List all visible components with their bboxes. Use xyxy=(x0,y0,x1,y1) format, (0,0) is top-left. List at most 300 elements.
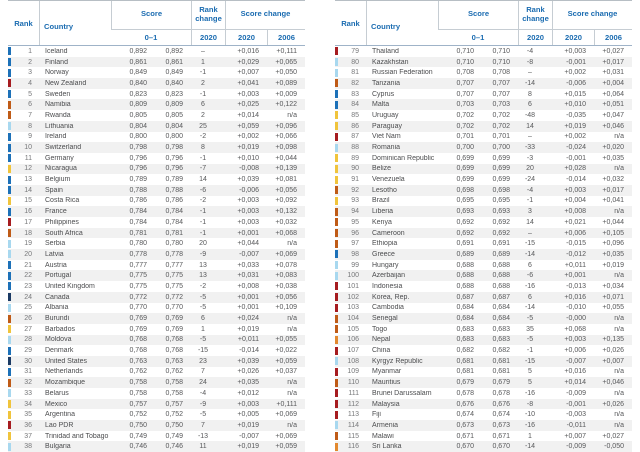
rank-cell: 107 xyxy=(347,347,359,355)
score-repeat-cell: 0,683 xyxy=(492,325,510,333)
region-bar xyxy=(8,368,11,376)
region-bar xyxy=(335,122,338,130)
table-row xyxy=(335,46,632,57)
score-repeat-cell: 0,763 xyxy=(165,357,183,365)
country-cell: Dominican Republic xyxy=(372,154,435,162)
rank-change-cell: -5 xyxy=(199,336,207,344)
score-change-2006-cell: +0,069 xyxy=(275,411,297,419)
region-bar xyxy=(335,261,338,269)
score-change-2020-cell: +0,016 xyxy=(237,47,259,55)
score-change-2020-cell: -0,008 xyxy=(239,165,259,173)
score-cell: 0,684 xyxy=(456,315,474,323)
rank-change-cell: -10 xyxy=(524,411,536,419)
table-row xyxy=(8,57,305,68)
rank-change-cell: 25 xyxy=(199,122,207,130)
score-change-2006-cell: +0,083 xyxy=(275,272,297,280)
score-change-2020-cell: +0,014 xyxy=(564,379,586,387)
score-repeat-cell: 0,699 xyxy=(492,176,510,184)
region-bar xyxy=(335,250,338,258)
score-change-2020-cell: +0,019 xyxy=(237,443,259,451)
score-cell: 0,758 xyxy=(129,379,147,387)
score-repeat-cell: 0,775 xyxy=(165,282,183,290)
region-bar xyxy=(8,357,11,365)
table-row xyxy=(335,164,632,175)
score-repeat-cell: 0,804 xyxy=(165,122,183,130)
score-change-2020-cell: +0,059 xyxy=(237,122,259,130)
rank-change-cell: -5 xyxy=(199,411,207,419)
rank-change-cell: – xyxy=(528,69,532,77)
score-repeat-cell: 0,769 xyxy=(165,325,183,333)
table-row xyxy=(335,281,632,292)
country-cell: Belarus xyxy=(45,389,69,397)
score-change-2020-cell: +0,003 xyxy=(564,47,586,55)
score-change-2020-cell: +0,005 xyxy=(237,411,259,419)
score-cell: 0,681 xyxy=(456,357,474,365)
score-change-2006-cell: +0,017 xyxy=(602,58,624,66)
rank-change-cell: 5 xyxy=(528,379,532,387)
score-change-2020-cell: +0,039 xyxy=(237,357,259,365)
table-row xyxy=(335,238,632,249)
region-bar xyxy=(8,165,11,173)
table-row xyxy=(8,164,305,175)
header-rank-change-year: 2020 xyxy=(518,30,552,45)
region-bar xyxy=(335,379,338,387)
score-repeat-cell: 0,673 xyxy=(492,421,510,429)
table-row xyxy=(8,270,305,281)
table-row xyxy=(8,292,305,303)
score-repeat-cell: 0,752 xyxy=(165,411,183,419)
score-cell: 0,749 xyxy=(129,432,147,440)
score-repeat-cell: 0,800 xyxy=(165,133,183,141)
country-cell: Costa Rica xyxy=(45,197,80,205)
rank-change-cell: 35 xyxy=(526,325,534,333)
country-cell: Kenya xyxy=(372,218,392,226)
rank-change-cell: 14 xyxy=(199,176,207,184)
score-change-2006-cell: n/a xyxy=(614,208,624,216)
score-repeat-cell: 0,823 xyxy=(165,90,183,98)
score-cell: 0,809 xyxy=(129,101,147,109)
score-repeat-cell: 0,691 xyxy=(492,240,510,248)
rank-cell: 33 xyxy=(24,389,32,397)
country-cell: Serbia xyxy=(45,240,66,248)
score-change-2020-cell: +0,003 xyxy=(237,400,259,408)
rank-cell: 85 xyxy=(351,111,359,119)
country-cell: Greece xyxy=(372,250,395,258)
score-change-2020-cell: -0,006 xyxy=(566,79,586,87)
score-cell: 0,707 xyxy=(456,90,474,98)
region-bar xyxy=(8,272,11,280)
score-repeat-cell: 0,689 xyxy=(492,250,510,258)
country-cell: Lao PDR xyxy=(45,421,74,429)
region-bar xyxy=(335,186,338,194)
score-cell: 0,758 xyxy=(129,389,147,397)
table-row xyxy=(335,292,632,303)
score-cell: 0,823 xyxy=(129,90,147,98)
score-change-2006-cell: +0,019 xyxy=(602,261,624,269)
score-repeat-cell: 0,784 xyxy=(165,218,183,226)
ranking-table-right xyxy=(335,0,632,451)
score-change-2020-cell: +0,039 xyxy=(237,176,259,184)
score-change-2006-cell: +0,032 xyxy=(602,176,624,184)
country-cell: Lesotho xyxy=(372,186,397,194)
table-row xyxy=(8,335,305,346)
score-repeat-cell: 0,840 xyxy=(165,79,183,87)
country-cell: Belize xyxy=(372,165,392,173)
country-cell: Moldova xyxy=(45,336,72,344)
rank-change-cell: – xyxy=(528,229,532,237)
rank-change-cell: 1 xyxy=(201,58,205,66)
score-repeat-cell: 0,683 xyxy=(492,336,510,344)
score-cell: 0,683 xyxy=(456,325,474,333)
rank-cell: 109 xyxy=(347,368,359,376)
score-change-2006-cell: +0,055 xyxy=(275,336,297,344)
rank-cell: 83 xyxy=(351,90,359,98)
country-cell: Russian Federation xyxy=(372,69,433,77)
country-cell: Nepal xyxy=(372,336,391,344)
country-cell: Viet Nam xyxy=(372,133,401,141)
region-bar xyxy=(8,90,11,98)
score-change-2006-cell: +0,027 xyxy=(602,432,624,440)
rank-change-cell: -14 xyxy=(524,304,536,312)
score-change-2006-cell: n/a xyxy=(287,240,297,248)
score-cell: 0,688 xyxy=(456,272,474,280)
rank-cell: 27 xyxy=(24,325,32,333)
header-country: Country xyxy=(39,1,111,45)
score-cell: 0,757 xyxy=(129,400,147,408)
table-row xyxy=(335,206,632,217)
rank-cell: 17 xyxy=(24,218,32,226)
score-cell: 0,708 xyxy=(456,69,474,77)
score-change-2020-cell: +0,003 xyxy=(564,186,586,194)
table-row xyxy=(8,132,305,143)
rank-cell: 82 xyxy=(351,79,359,87)
country-cell: Togo xyxy=(372,325,388,333)
score-repeat-cell: 0,682 xyxy=(492,347,510,355)
score-cell: 0,693 xyxy=(456,208,474,216)
region-bar xyxy=(335,347,338,355)
score-repeat-cell: 0,684 xyxy=(492,304,510,312)
table-row xyxy=(335,89,632,100)
score-change-2006-cell: +0,055 xyxy=(602,304,624,312)
rank-cell: 95 xyxy=(351,218,359,226)
country-cell: Germany xyxy=(45,154,74,162)
table-row xyxy=(8,217,305,228)
score-change-2006-cell: +0,109 xyxy=(275,304,297,312)
header-rank-change-year: 2020 xyxy=(191,30,225,45)
table-row xyxy=(335,399,632,410)
table-row xyxy=(8,249,305,260)
score-cell: 0,769 xyxy=(129,315,147,323)
rank-cell: 1 xyxy=(28,47,32,55)
score-cell: 0,798 xyxy=(129,144,147,152)
country-cell: Hungary xyxy=(372,261,399,269)
region-bar xyxy=(8,176,11,184)
region-bar xyxy=(8,389,11,397)
score-change-2006-cell: n/a xyxy=(614,272,624,280)
table-row xyxy=(335,260,632,271)
score-change-2020-cell: +0,016 xyxy=(564,293,586,301)
rank-cell: 22 xyxy=(24,272,32,280)
country-cell: China xyxy=(372,347,391,355)
rank-change-cell: -2 xyxy=(199,133,207,141)
country-cell: Kyrgyz Republic xyxy=(372,357,423,365)
table-row xyxy=(8,377,305,388)
rank-cell: 114 xyxy=(347,421,359,429)
table-row xyxy=(8,399,305,410)
score-repeat-cell: 0,770 xyxy=(165,304,183,312)
score-cell: 0,789 xyxy=(129,176,147,184)
country-cell: Brazil xyxy=(372,197,390,205)
header-score: Score xyxy=(111,1,191,30)
score-cell: 0,688 xyxy=(456,261,474,269)
rank-cell: 8 xyxy=(28,122,32,130)
score-repeat-cell: 0,796 xyxy=(165,165,183,173)
score-repeat-cell: 0,775 xyxy=(165,272,183,280)
country-cell: Brunei Darussalam xyxy=(372,389,432,397)
score-change-2006-cell: -0,050 xyxy=(604,443,624,451)
score-change-2020-cell: -0,014 xyxy=(566,176,586,184)
score-repeat-cell: 0,684 xyxy=(492,315,510,323)
score-change-2020-cell: +0,019 xyxy=(237,325,259,333)
ranking-table-left xyxy=(8,0,305,451)
region-bar xyxy=(8,144,11,152)
score-cell: 0,786 xyxy=(129,197,147,205)
rank-change-cell: -14 xyxy=(524,250,536,258)
country-cell: Barbados xyxy=(45,325,75,333)
score-change-2020-cell: +0,003 xyxy=(237,197,259,205)
country-cell: Norway xyxy=(45,69,69,77)
rank-change-cell: -8 xyxy=(526,400,534,408)
score-change-2020-cell: -0,024 xyxy=(566,144,586,152)
score-cell: 0,849 xyxy=(129,69,147,77)
region-bar xyxy=(335,421,338,429)
score-repeat-cell: 0,692 xyxy=(492,229,510,237)
country-cell: United Kingdom xyxy=(45,282,95,290)
header-rank-change: Rank change xyxy=(191,1,225,30)
region-bar xyxy=(8,229,11,237)
score-repeat-cell: 0,681 xyxy=(492,357,510,365)
region-bar xyxy=(335,176,338,184)
region-bar xyxy=(335,368,338,376)
score-repeat-cell: 0,674 xyxy=(492,411,510,419)
rank-cell: 100 xyxy=(347,272,359,280)
score-cell: 0,676 xyxy=(456,400,474,408)
rank-change-cell: -15 xyxy=(524,240,536,248)
rank-change-cell: -4 xyxy=(526,47,534,55)
score-repeat-cell: 0,789 xyxy=(165,176,183,184)
score-repeat-cell: 0,768 xyxy=(165,347,183,355)
country-cell: Cyprus xyxy=(372,90,395,98)
rank-cell: 25 xyxy=(24,304,32,312)
score-change-2006-cell: n/a xyxy=(614,315,624,323)
region-bar xyxy=(335,165,338,173)
score-change-2006-cell: n/a xyxy=(614,411,624,419)
country-cell: United States xyxy=(45,357,88,365)
table-row xyxy=(335,324,632,335)
score-change-2006-cell: +0,047 xyxy=(602,111,624,119)
score-change-2020-cell: -0,013 xyxy=(566,282,586,290)
rank-cell: 98 xyxy=(351,250,359,258)
table-row xyxy=(335,431,632,442)
score-repeat-cell: 0,701 xyxy=(492,133,510,141)
region-bar xyxy=(335,79,338,87)
score-change-2020-cell: +0,010 xyxy=(564,101,586,109)
score-change-2020-cell: -0,007 xyxy=(239,432,259,440)
score-change-2006-cell: n/a xyxy=(287,389,297,397)
score-cell: 0,752 xyxy=(129,411,147,419)
region-bar xyxy=(8,400,11,408)
score-change-2006-cell: +0,139 xyxy=(275,165,297,173)
rank-change-cell: -13 xyxy=(197,432,209,440)
score-change-2020-cell: +0,003 xyxy=(237,90,259,98)
rank-change-cell: 6 xyxy=(528,293,532,301)
rank-change-cell: -9 xyxy=(199,400,207,408)
rank-cell: 90 xyxy=(351,165,359,173)
table-row xyxy=(8,67,305,78)
score-repeat-cell: 0,700 xyxy=(492,144,510,152)
rank-change-cell: 6 xyxy=(528,261,532,269)
score-repeat-cell: 0,710 xyxy=(492,47,510,55)
score-change-2020-cell: +0,016 xyxy=(564,368,586,376)
score-repeat-cell: 0,707 xyxy=(492,90,510,98)
score-change-2006-cell: +0,059 xyxy=(275,357,297,365)
table-row xyxy=(335,174,632,185)
country-cell: South Africa xyxy=(45,229,83,237)
country-cell: Trinidad and Tobago xyxy=(45,432,109,440)
rank-change-cell: -4 xyxy=(199,389,207,397)
country-cell: Sri Lanka xyxy=(372,443,402,451)
country-cell: Cameroon xyxy=(372,229,405,237)
score-change-2006-cell: +0,051 xyxy=(602,101,624,109)
score-repeat-cell: 0,772 xyxy=(165,293,183,301)
score-change-2006-cell: +0,038 xyxy=(275,282,297,290)
score-cell: 0,805 xyxy=(129,111,147,119)
score-repeat-cell: 0,708 xyxy=(492,69,510,77)
header-country: Country xyxy=(366,1,438,45)
score-change-2006-cell: +0,096 xyxy=(602,240,624,248)
score-change-2020-cell: +0,001 xyxy=(237,293,259,301)
score-change-2006-cell: +0,092 xyxy=(275,197,297,205)
score-change-2006-cell: +0,059 xyxy=(275,443,297,451)
rank-change-cell: -7 xyxy=(199,165,207,173)
score-repeat-cell: 0,695 xyxy=(492,197,510,205)
score-cell: 0,692 xyxy=(456,218,474,226)
score-cell: 0,781 xyxy=(129,229,147,237)
score-cell: 0,840 xyxy=(129,79,147,87)
rank-cell: 26 xyxy=(24,315,32,323)
header-score-unit: 0–1 xyxy=(471,33,485,42)
table-row xyxy=(335,388,632,399)
score-change-2020-cell: -0,001 xyxy=(566,58,586,66)
region-bar xyxy=(335,69,338,77)
region-bar xyxy=(8,443,11,451)
score-repeat-cell: 0,710 xyxy=(492,58,510,66)
rank-cell: 20 xyxy=(24,250,32,258)
score-repeat-cell: 0,692 xyxy=(492,218,510,226)
score-change-2006-cell: +0,044 xyxy=(275,154,297,162)
score-change-2020-cell: -0,001 xyxy=(566,154,586,162)
rank-change-cell: -1 xyxy=(199,69,207,77)
table-row xyxy=(8,228,305,239)
score-change-2006-cell: n/a xyxy=(614,389,624,397)
rank-change-cell: -6 xyxy=(526,272,534,280)
score-change-2020-cell: +0,007 xyxy=(564,432,586,440)
score-change-2020-cell: +0,008 xyxy=(564,208,586,216)
score-change-2020-cell: +0,019 xyxy=(564,122,586,130)
table-row xyxy=(335,196,632,207)
rank-cell: 116 xyxy=(347,443,359,451)
table-row xyxy=(335,270,632,281)
rank-cell: 81 xyxy=(351,69,359,77)
rank-cell: 10 xyxy=(24,144,32,152)
score-repeat-cell: 0,769 xyxy=(165,315,183,323)
rank-cell: 9 xyxy=(28,133,32,141)
header-score-unit: 0–1 xyxy=(144,33,158,42)
rank-change-cell: -5 xyxy=(526,315,534,323)
score-repeat-cell: 0,780 xyxy=(165,240,183,248)
score-change-2006-cell: +0,056 xyxy=(275,186,297,194)
rank-change-cell: 6 xyxy=(201,315,205,323)
region-bar xyxy=(335,101,338,109)
country-cell: Canada xyxy=(45,293,70,301)
score-change-2006-cell: +0,032 xyxy=(275,218,297,226)
rank-cell: 94 xyxy=(351,208,359,216)
score-change-2006-cell: n/a xyxy=(614,165,624,173)
region-bar xyxy=(8,186,11,194)
rank-change-cell: -1 xyxy=(199,90,207,98)
score-change-2006-cell: +0,022 xyxy=(275,347,297,355)
rank-change-cell: -16 xyxy=(524,282,536,290)
score-repeat-cell: 0,809 xyxy=(165,101,183,109)
region-bar xyxy=(335,58,338,66)
score-repeat-cell: 0,688 xyxy=(492,261,510,269)
score-change-2020-cell: +0,007 xyxy=(237,69,259,77)
country-cell: Switzerland xyxy=(45,144,82,152)
score-change-2006-cell: +0,069 xyxy=(275,432,297,440)
country-cell: Denmark xyxy=(45,347,74,355)
score-change-2020-cell: +0,031 xyxy=(237,272,259,280)
score-repeat-cell: 0,671 xyxy=(492,432,510,440)
region-bar xyxy=(8,411,11,419)
region-bar xyxy=(8,379,11,387)
score-change-2020-cell: +0,010 xyxy=(237,154,259,162)
rank-change-cell: -1 xyxy=(199,154,207,162)
score-cell: 0,784 xyxy=(129,208,147,216)
score-repeat-cell: 0,699 xyxy=(492,154,510,162)
rank-cell: 86 xyxy=(351,122,359,130)
country-cell: Ireland xyxy=(45,133,67,141)
score-cell: 0,769 xyxy=(129,325,147,333)
score-change-2006-cell: +0,050 xyxy=(275,69,297,77)
rank-change-cell: 8 xyxy=(528,90,532,98)
score-change-2020-cell: +0,012 xyxy=(237,389,259,397)
rank-change-cell: -5 xyxy=(199,304,207,312)
region-bar xyxy=(335,293,338,301)
table-row xyxy=(8,110,305,121)
rank-cell: 7 xyxy=(28,111,32,119)
rank-cell: 89 xyxy=(351,154,359,162)
country-cell: Indonesia xyxy=(372,282,403,290)
rank-cell: 18 xyxy=(24,229,32,237)
score-cell: 0,796 xyxy=(129,165,147,173)
score-cell: 0,688 xyxy=(456,282,474,290)
score-cell: 0,700 xyxy=(456,144,474,152)
score-change-2006-cell: +0,135 xyxy=(602,336,624,344)
table-header xyxy=(335,0,632,46)
region-bar xyxy=(335,208,338,216)
country-cell: Liberia xyxy=(372,208,394,216)
country-cell: Fiji xyxy=(372,411,381,419)
